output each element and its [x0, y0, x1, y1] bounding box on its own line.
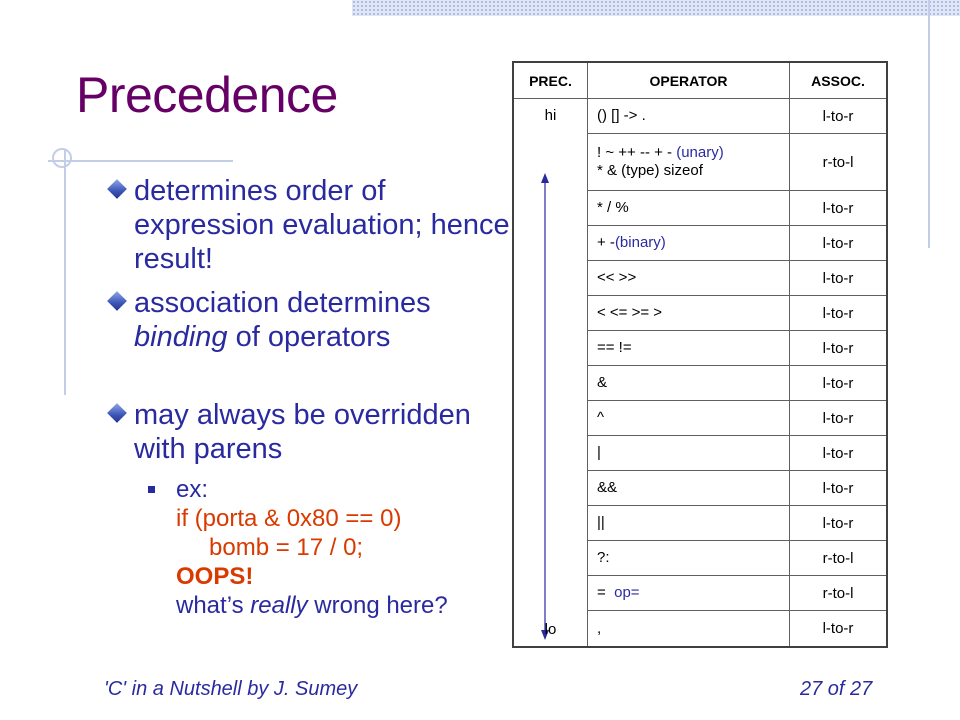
table-cell-operator: ?: [588, 541, 790, 576]
precedence-column [514, 99, 588, 646]
table-cell-operator: || [588, 506, 790, 541]
bullet-text-prefix: association determines [134, 287, 431, 319]
bullet-text: determines order of expression evaluation; hence result! [134, 175, 510, 275]
diamond-bullet-icon [107, 179, 127, 199]
prec-low-label: lo [544, 621, 557, 638]
table-cell-operator: & [588, 366, 790, 401]
code-line: bomb = 17 / 0; [209, 534, 364, 561]
table-cell-operator: * / % [588, 191, 790, 226]
operator-line: * & (type) sizeof [597, 162, 703, 179]
operator-main: ! ~ ++ -- + - [597, 144, 677, 161]
prec-high-label: hi [544, 107, 557, 124]
decorative-line [64, 150, 66, 395]
bullet-item [108, 286, 519, 354]
slide-number: 27 of 27 [800, 678, 873, 700]
diamond-bullet-icon [107, 291, 127, 311]
table-cell-operator [588, 576, 790, 611]
square-bullet-icon [148, 486, 155, 493]
table-cell-assoc: r-to-l [790, 134, 886, 191]
table-cell-operator: , [588, 611, 790, 646]
table-cell-assoc: l-to-r [790, 331, 886, 366]
decorative-circle [52, 148, 72, 168]
sub-bullet-item [148, 475, 516, 620]
bullet-item [108, 398, 519, 466]
operator-main: = [597, 584, 615, 601]
table-header-prec: PREC. [514, 63, 588, 99]
table-cell-assoc: l-to-r [822, 620, 854, 637]
table-cell-assoc: l-to-r [790, 506, 886, 541]
table-cell-assoc: l-to-r [790, 471, 886, 506]
table-cell-assoc: l-to-r [790, 436, 886, 471]
question-text [176, 591, 516, 620]
table-header-assoc: ASSOC. [790, 63, 886, 99]
table-cell-assoc: l-to-r [790, 261, 886, 296]
table-cell-assoc: r-to-l [790, 541, 886, 576]
bullet-item [108, 174, 519, 276]
sub-bullet-lead: ex: [176, 476, 209, 503]
operator-main: + - [597, 234, 615, 251]
table-cell-operator: | [588, 436, 790, 471]
question-emphasis: really [250, 592, 308, 619]
code-line: if (porta & 0x80 == 0) [176, 505, 402, 532]
decorative-line [48, 160, 233, 162]
decorative-band [352, 0, 960, 16]
table-cell-operator: && [588, 471, 790, 506]
operator-note: (binary) [614, 234, 666, 251]
precedence-table [512, 61, 888, 648]
bullet-text: may always be overridden with parens [134, 399, 471, 465]
bullet-text-suffix: of operators [227, 321, 391, 353]
diamond-bullet-icon [107, 403, 127, 423]
decorative-line [928, 0, 930, 248]
table-cell-operator [588, 134, 790, 191]
table-cell-assoc: l-to-r [790, 191, 886, 226]
operator-note: (unary) [676, 144, 724, 161]
table-cell-operator: < <= >= > [588, 296, 790, 331]
footer-source: 'C' in a Nutshell by J. Sumey [104, 678, 358, 700]
table-cell-assoc: l-to-r [790, 401, 886, 436]
table-cell-assoc: l-to-r [790, 99, 886, 134]
table-cell-operator: << >> [588, 261, 790, 296]
table-header-operator: OPERATOR [588, 63, 790, 99]
oops-text: OOPS! [176, 563, 254, 590]
table-cell-operator: () [] -> . [588, 99, 790, 134]
table-cell-operator: == != [588, 331, 790, 366]
question-suffix: wrong here? [307, 592, 448, 619]
operator-line [597, 144, 724, 162]
table-cell-operator [588, 226, 790, 261]
bullet-emphasis: binding [134, 321, 228, 353]
table-cell-assoc: l-to-r [790, 366, 886, 401]
table-cell-assoc: l-to-r [790, 226, 886, 261]
question-prefix: what’s [176, 592, 251, 619]
slide-title: Precedence [76, 67, 338, 123]
table-cell-assoc: r-to-l [790, 576, 886, 611]
operator-note: op= [614, 584, 640, 601]
table-cell-operator: ^ [588, 401, 790, 436]
table-cell-assoc: l-to-r [790, 296, 886, 331]
double-arrow-icon [514, 99, 588, 646]
